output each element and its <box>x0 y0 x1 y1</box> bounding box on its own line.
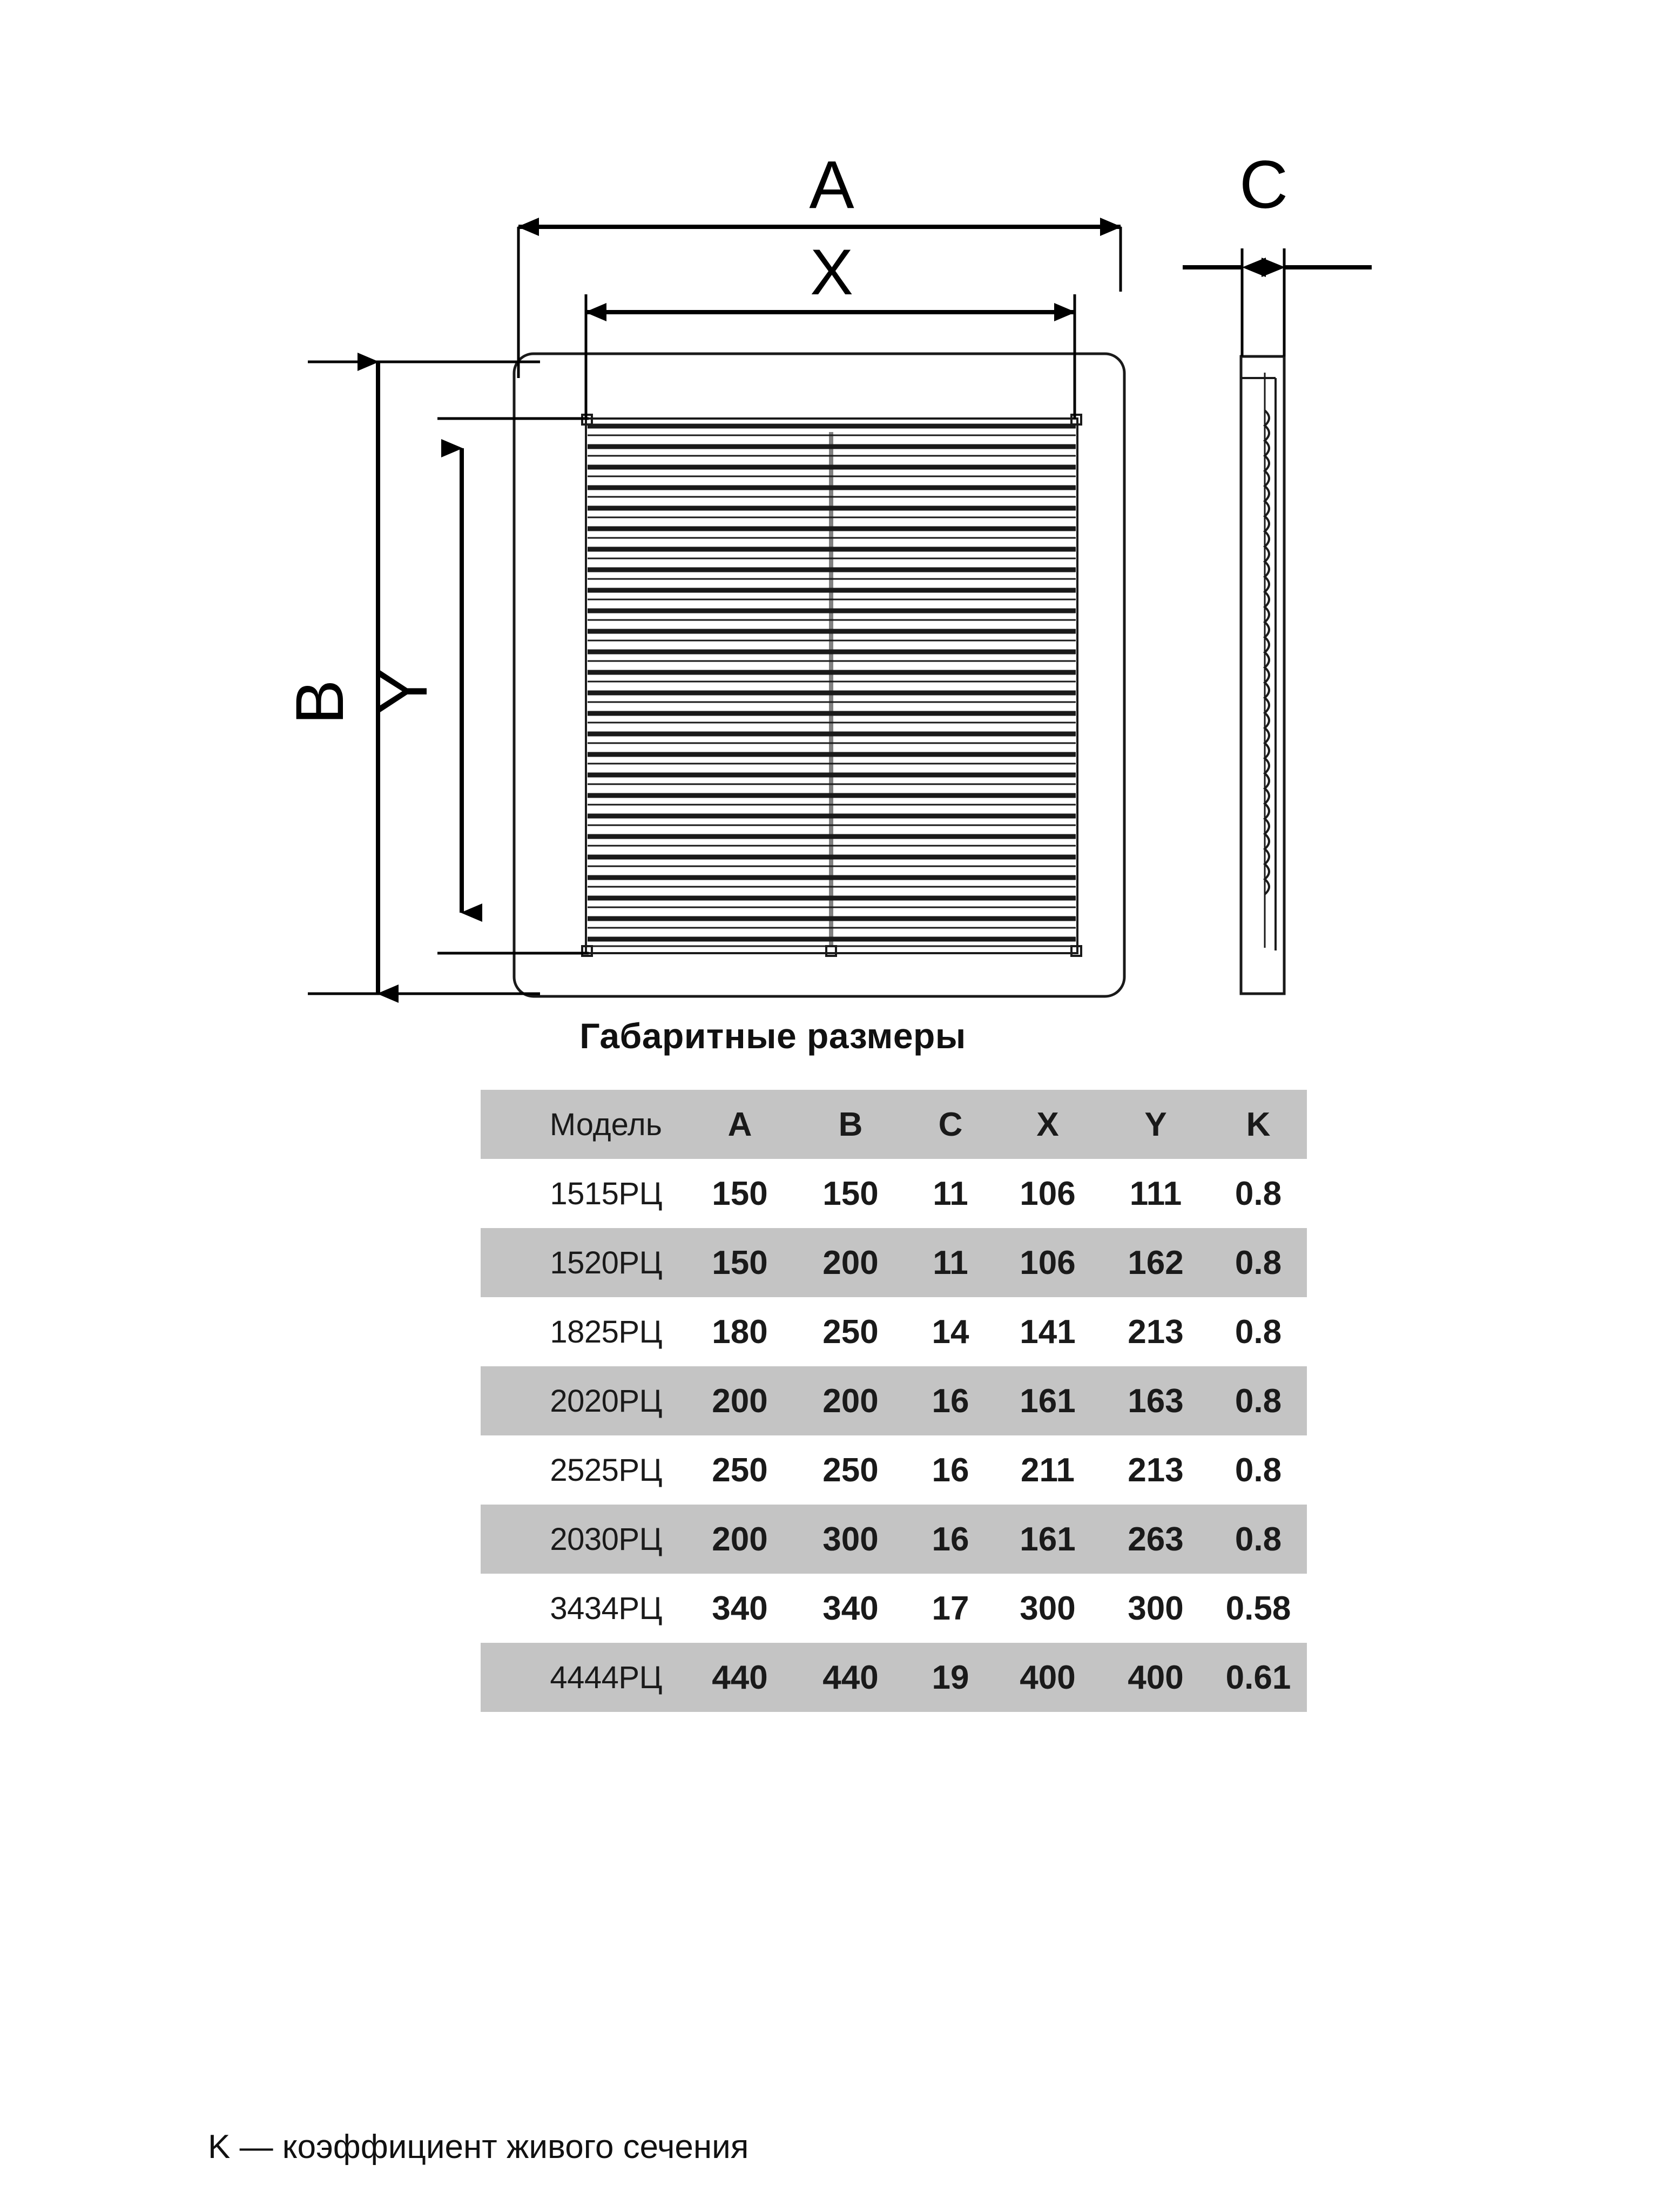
cell-x: 300 <box>1020 1589 1076 1627</box>
column-header-x: X <box>1036 1105 1059 1143</box>
cell-k: 0.58 <box>1225 1589 1291 1627</box>
column-header-b: B <box>838 1105 863 1143</box>
dimension-label-x: X <box>810 236 854 308</box>
cell-a: 150 <box>712 1244 768 1282</box>
cell-model: 1520РЦ <box>550 1245 662 1280</box>
cell-y: 213 <box>1128 1313 1184 1351</box>
cell-x: 400 <box>1020 1658 1076 1696</box>
cell-a: 440 <box>712 1658 768 1696</box>
cell-k: 0.8 <box>1235 1382 1282 1420</box>
cell-model: 2525РЦ <box>550 1452 662 1488</box>
cell-model: 2020РЦ <box>550 1383 662 1419</box>
cell-c: 16 <box>932 1451 969 1489</box>
cell-b: 440 <box>822 1658 879 1696</box>
column-header-c: C <box>938 1105 963 1143</box>
table-row <box>481 1505 1307 1574</box>
cell-model: 1515РЦ <box>550 1176 662 1211</box>
cell-c: 17 <box>932 1589 969 1627</box>
cell-k: 0.8 <box>1235 1313 1282 1351</box>
cell-model: 4444РЦ <box>550 1660 662 1695</box>
cell-a: 250 <box>712 1451 768 1489</box>
dimension-label-a: A <box>809 147 854 222</box>
cell-a: 340 <box>712 1589 768 1627</box>
cell-c: 11 <box>933 1244 968 1282</box>
table-row <box>481 1366 1307 1435</box>
cell-y: 213 <box>1128 1451 1184 1489</box>
cell-c: 19 <box>932 1658 969 1696</box>
cell-c: 14 <box>932 1313 969 1351</box>
cell-k: 0.61 <box>1225 1658 1291 1696</box>
cell-x: 106 <box>1020 1244 1076 1282</box>
cell-y: 300 <box>1128 1589 1184 1627</box>
footnote: K — коэффициент живого сечения <box>208 2128 749 2166</box>
cell-model: 3434РЦ <box>550 1590 662 1626</box>
cell-b: 200 <box>822 1382 879 1420</box>
dimensions-section <box>0 1015 1659 1712</box>
table-title: Габаритные размеры <box>579 1016 966 1056</box>
table-row <box>481 1574 1307 1643</box>
table-row <box>481 1435 1307 1505</box>
column-header-k: K <box>1246 1105 1271 1143</box>
dimension-y <box>366 419 589 953</box>
cell-x: 161 <box>1020 1382 1076 1420</box>
cell-b: 250 <box>822 1313 879 1351</box>
dimension-c <box>1183 147 1372 356</box>
cell-model: 1825РЦ <box>550 1314 662 1350</box>
cell-k: 0.8 <box>1235 1175 1282 1212</box>
table-header-row <box>481 1090 1307 1159</box>
cell-x: 211 <box>1020 1451 1075 1489</box>
table-row <box>481 1297 1307 1366</box>
technical-drawing <box>0 0 1659 1026</box>
cell-c: 11 <box>933 1175 968 1212</box>
cell-x: 106 <box>1020 1175 1076 1212</box>
column-header-a: A <box>727 1105 752 1143</box>
cell-b: 200 <box>822 1244 879 1282</box>
cell-c: 16 <box>932 1520 969 1558</box>
cell-y: 111 <box>1129 1175 1182 1212</box>
cell-x: 161 <box>1020 1520 1076 1558</box>
cell-b: 250 <box>822 1451 879 1489</box>
cell-y: 162 <box>1128 1244 1184 1282</box>
dimensions-table <box>481 1090 1307 1712</box>
column-header-y: Y <box>1144 1105 1167 1143</box>
dimension-label-y: Y <box>366 669 441 714</box>
grille-front-view <box>514 354 1124 996</box>
cell-x: 141 <box>1020 1313 1076 1351</box>
cell-y: 163 <box>1128 1382 1184 1420</box>
cell-b: 150 <box>822 1175 879 1212</box>
cell-a: 150 <box>712 1175 768 1212</box>
grille-side-view <box>1241 356 1284 994</box>
cell-a: 200 <box>712 1382 768 1420</box>
dimension-label-b: B <box>282 679 358 725</box>
cell-a: 180 <box>712 1313 768 1351</box>
cell-y: 263 <box>1128 1520 1184 1558</box>
cell-c: 16 <box>932 1382 969 1420</box>
cell-y: 400 <box>1128 1658 1184 1696</box>
cell-b: 300 <box>822 1520 879 1558</box>
cell-k: 0.8 <box>1235 1244 1282 1282</box>
dimension-x <box>586 236 1075 419</box>
cell-a: 200 <box>712 1520 768 1558</box>
cell-k: 0.8 <box>1235 1520 1282 1558</box>
cell-k: 0.8 <box>1235 1451 1282 1489</box>
dimension-label-c: C <box>1239 147 1289 222</box>
table-row <box>481 1228 1307 1297</box>
column-header-model: Модель <box>549 1107 662 1142</box>
table-row <box>481 1159 1307 1228</box>
cell-b: 340 <box>822 1589 879 1627</box>
table-row <box>481 1643 1307 1712</box>
cell-model: 2030РЦ <box>550 1521 662 1557</box>
